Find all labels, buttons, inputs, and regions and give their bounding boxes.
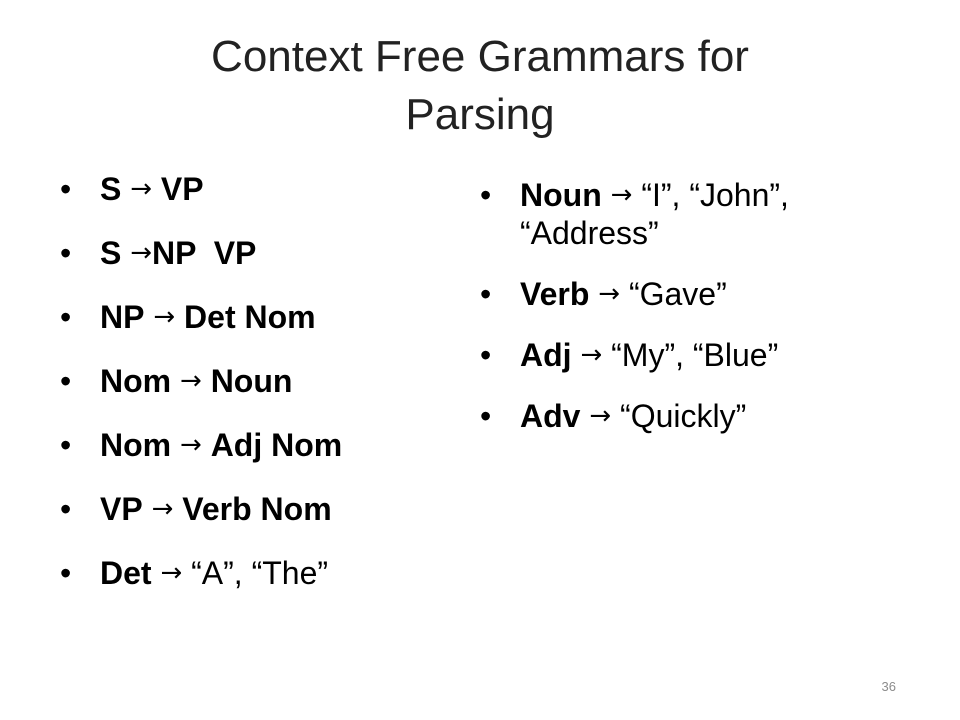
rule-item <box>480 397 920 435</box>
rule-rhs: “My”, “Blue” <box>611 337 779 373</box>
arrow-icon: → <box>151 494 174 524</box>
rule-rhs: Adj Nom <box>210 427 343 463</box>
rule-lhs: Nom <box>100 427 172 463</box>
slide-title <box>80 28 880 144</box>
rule-lhs: Nom <box>100 363 172 399</box>
bullet-icon: • <box>60 491 72 527</box>
bullet-icon: • <box>60 427 72 463</box>
rule-lhs: Adj <box>520 337 572 373</box>
rule-item <box>60 170 460 208</box>
bullet-icon: • <box>60 299 72 335</box>
rule-item <box>60 362 460 400</box>
rule-rhs: VP <box>160 171 204 207</box>
rule-rhs: “Gave” <box>628 276 727 312</box>
arrow-icon: → <box>153 302 176 332</box>
rule-item <box>60 554 460 592</box>
rule-rhs: NP VP <box>152 235 257 271</box>
arrow-icon: → <box>180 430 202 460</box>
arrow-icon: → <box>580 340 603 370</box>
rule-lhs: VP <box>100 491 143 527</box>
bullet-icon: • <box>60 363 72 399</box>
rule-item <box>60 426 460 464</box>
rule-rhs: Verb Nom <box>182 491 332 527</box>
rule-lhs: Adv <box>520 398 581 434</box>
bullet-icon: • <box>480 398 492 434</box>
rule-item <box>60 298 460 336</box>
rule-lhs: NP <box>100 299 145 335</box>
bullet-icon: • <box>480 337 492 373</box>
rule-item <box>480 176 920 252</box>
rule-rhs: “I”, “John”, “Address” <box>520 177 789 251</box>
arrow-icon: → <box>589 401 612 431</box>
arrow-icon: → <box>160 558 183 588</box>
bullet-icon: • <box>60 555 72 591</box>
arrow-icon: → <box>130 174 153 204</box>
rule-rhs: “A”, “The” <box>191 555 329 591</box>
rule-rhs: Det Nom <box>184 299 316 335</box>
rule-lhs: Det <box>100 555 152 591</box>
rule-item <box>480 336 920 374</box>
rule-lhs: S <box>100 235 122 271</box>
rule-lhs: Verb <box>520 276 590 312</box>
bullet-icon: • <box>480 177 492 213</box>
rule-item <box>60 490 460 528</box>
arrow-icon: → <box>610 180 633 210</box>
rule-item <box>480 275 920 313</box>
title-line-2: Parsing <box>405 90 555 139</box>
rule-rhs: “Quickly” <box>620 398 747 434</box>
rule-lhs: S <box>100 171 122 207</box>
bullet-icon: • <box>60 171 72 207</box>
rule-rhs: Noun <box>210 363 293 399</box>
arrow-icon: → <box>180 366 202 396</box>
bullet-icon: • <box>60 235 72 271</box>
left-rule-list <box>60 170 460 618</box>
arrow-icon: → <box>598 279 621 309</box>
rule-lhs: Noun <box>520 177 602 213</box>
rule-item <box>60 234 460 272</box>
arrow-icon: → <box>130 238 153 268</box>
title-line-1: Context Free Grammars for <box>211 32 749 81</box>
right-rule-list <box>480 176 920 458</box>
page-number: 36 <box>881 679 896 694</box>
bullet-icon: • <box>480 276 492 312</box>
